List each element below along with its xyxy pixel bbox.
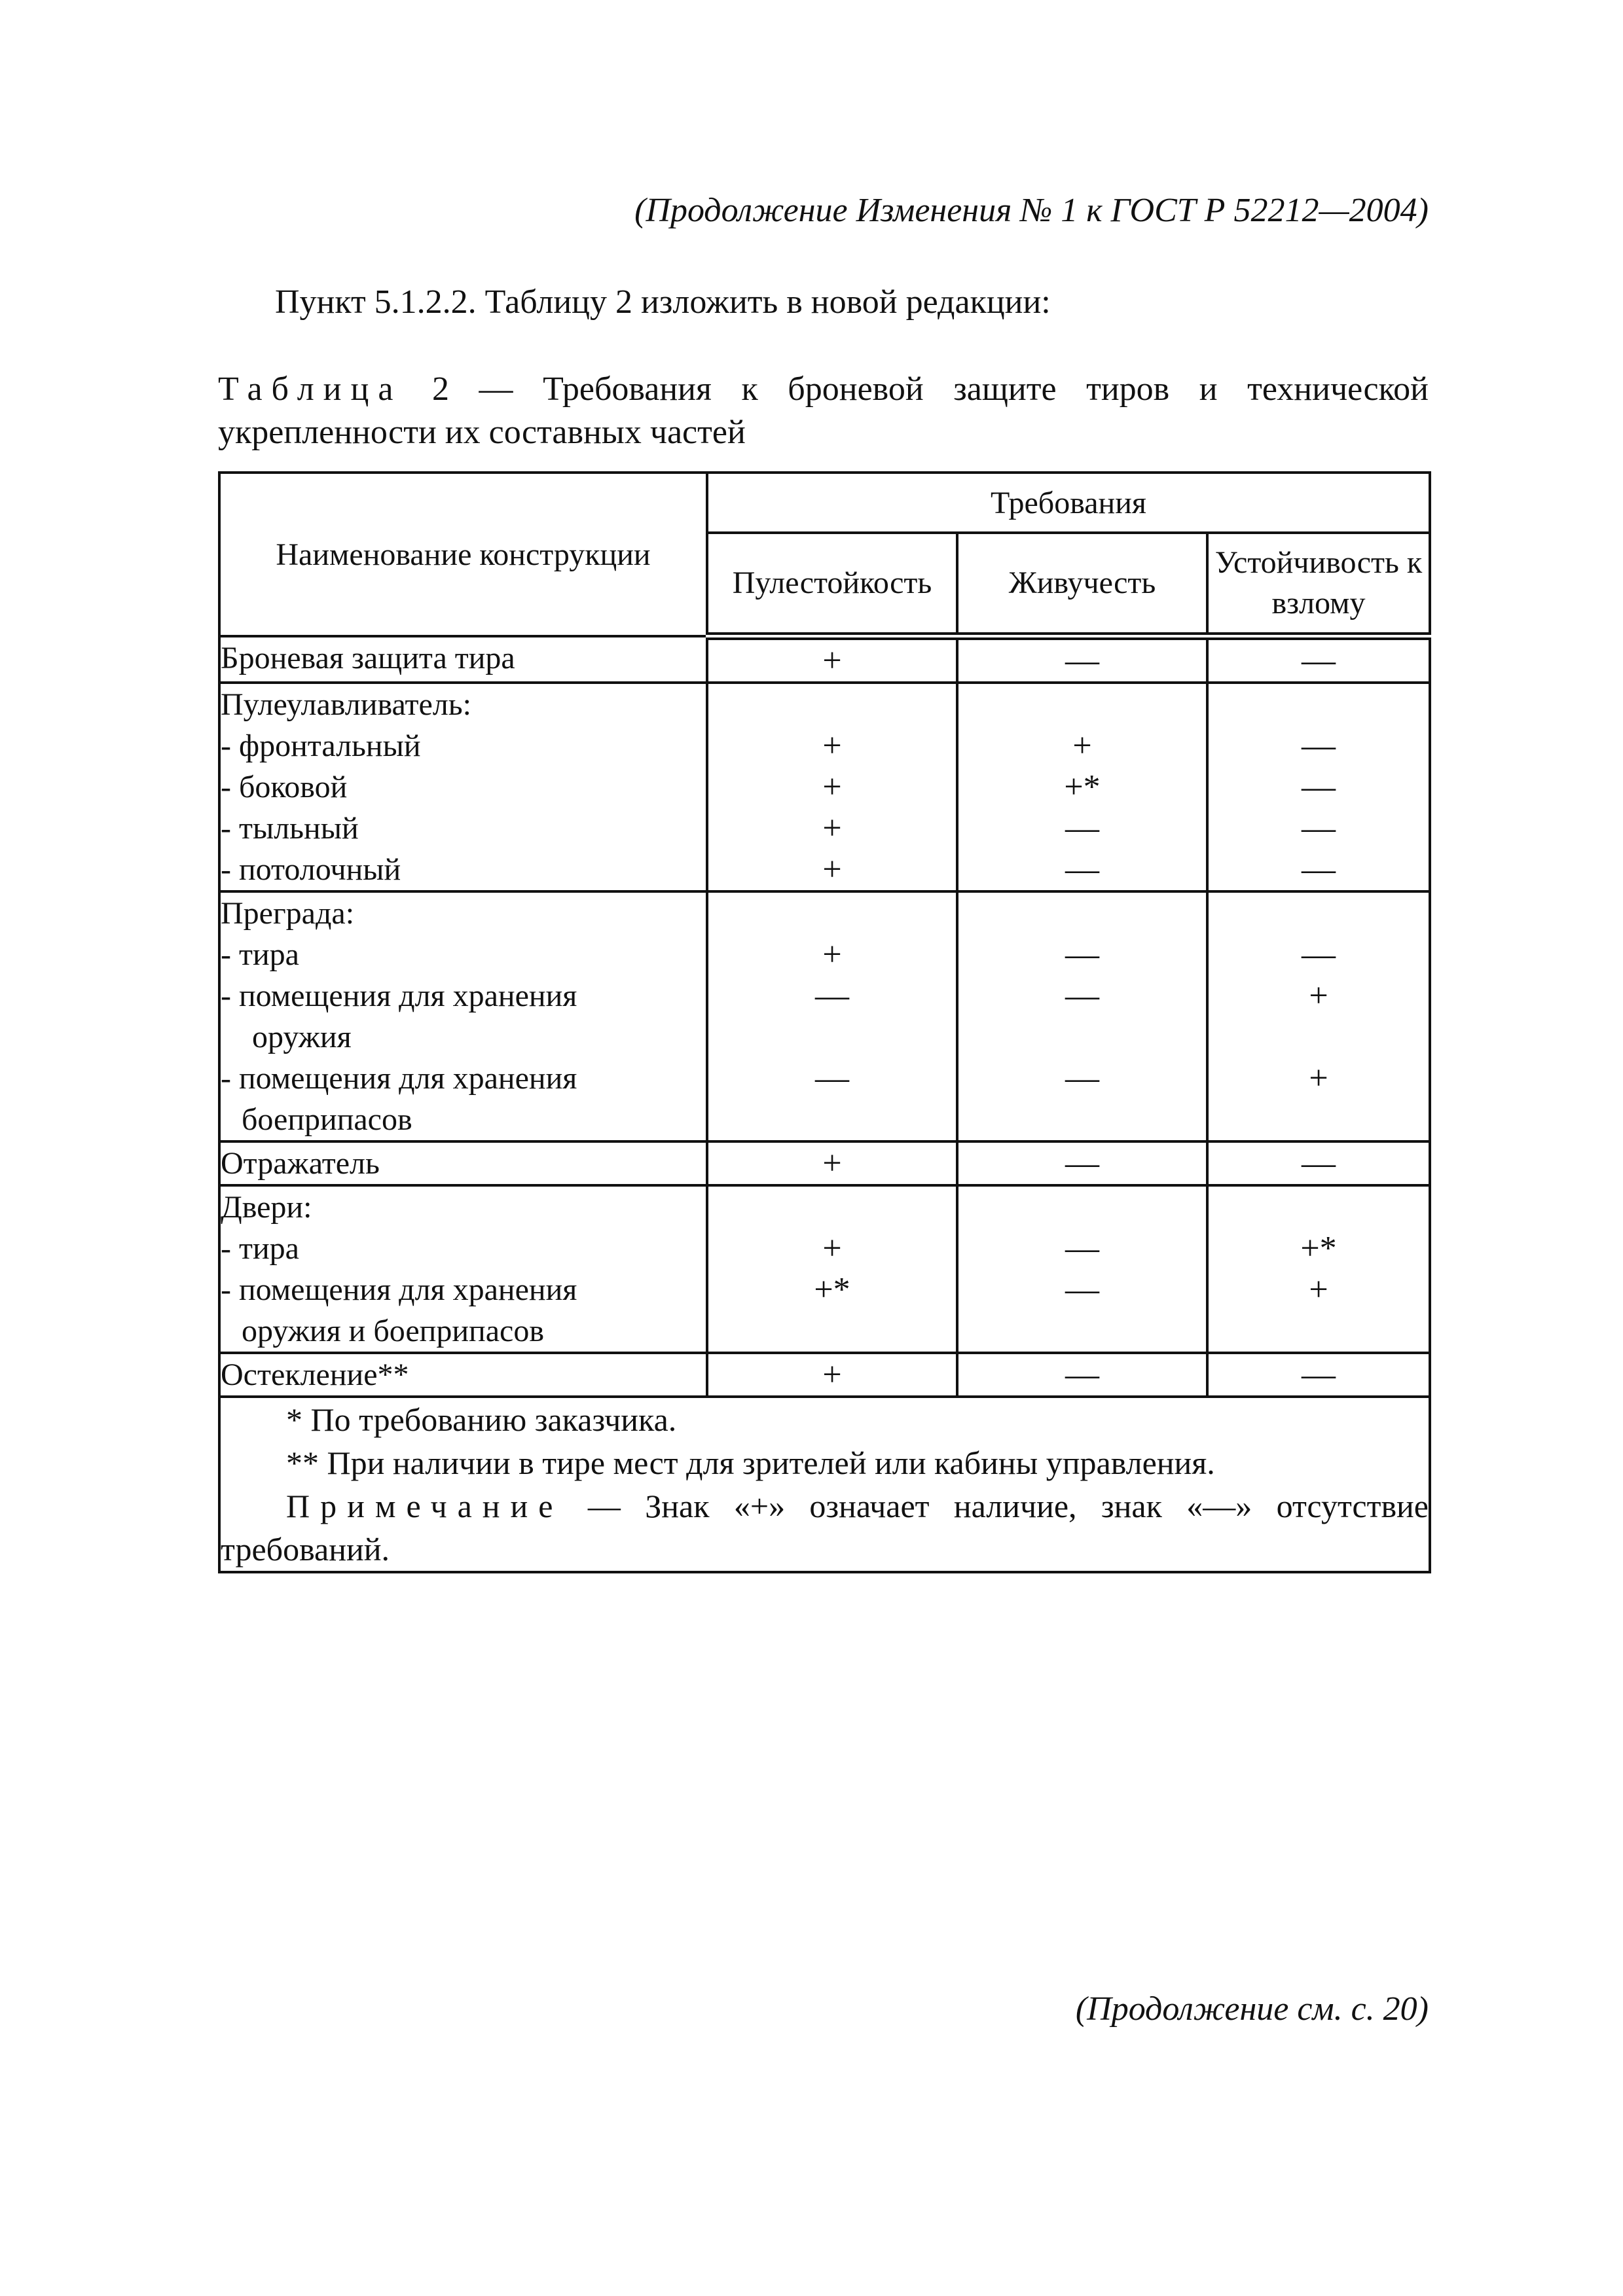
footnote-1: * По требованию заказчика. [286, 1401, 677, 1438]
requirement-mark [958, 1016, 1206, 1058]
requirement-mark: — [1065, 851, 1099, 888]
survivability-cell [957, 1141, 1207, 1185]
mark-spacer [1209, 684, 1429, 725]
burglary-resistance-cell [1207, 1141, 1430, 1185]
mark-spacer [708, 1187, 956, 1228]
requirement-mark: + [822, 810, 842, 847]
column-header-bullet-resistance: Пулестойкость [707, 533, 957, 636]
table-row [219, 891, 1430, 1141]
table-body [219, 636, 1430, 1572]
requirement-mark: + [822, 1230, 842, 1267]
row-subitem: - помещения для хранения [221, 1061, 577, 1096]
table-caption-text: 2 — Требования к броневой защите тиров и технической укрепленности их составных частей [218, 370, 1429, 451]
row-title: Остекление** [221, 1357, 409, 1392]
table-row [219, 636, 1430, 683]
row-name-cell [219, 891, 707, 1141]
row-title: Пулеулавливатель: [221, 687, 471, 722]
requirement-mark: — [1065, 1356, 1099, 1393]
survivability-cell [957, 1185, 1207, 1353]
row-subitem: боеприпасов [242, 1102, 412, 1137]
requirement-mark [958, 1310, 1206, 1352]
row-name-cell [219, 683, 707, 891]
survivability-cell [957, 636, 1207, 683]
burglary-resistance-cell [1207, 683, 1430, 891]
requirement-mark: + [1309, 977, 1328, 1014]
requirement-mark: — [1065, 1060, 1099, 1097]
column-header-burglary-resistance: Устойчивость к взлому [1207, 533, 1430, 636]
note-text: — Знак «+» означает наличие, знак «—» отсутствие требований. [221, 1488, 1429, 1568]
row-subitem: оружия [252, 1020, 352, 1054]
column-header-survivability: Живучесть [957, 533, 1207, 636]
requirement-mark: + [822, 1356, 842, 1393]
continuation-footer: (Продолжение см. с. 20) [1075, 1990, 1429, 2028]
row-title: Броневая защита тира [221, 641, 515, 675]
requirements-table [218, 471, 1431, 1573]
requirement-mark: — [1302, 936, 1336, 973]
bullet-resistance-cell [707, 1141, 957, 1185]
footnote-2: ** При наличии в тире мест для зрителей или кабины управления. [286, 1444, 1215, 1481]
row-subitem: - боковой [221, 770, 348, 804]
row-subitem: оружия и боеприпасов [242, 1314, 544, 1348]
survivability-cell [957, 683, 1207, 891]
requirement-mark: — [1302, 768, 1336, 806]
requirement-mark: — [1302, 1145, 1336, 1182]
requirement-mark [1209, 1016, 1429, 1058]
mark-spacer [958, 893, 1206, 934]
requirement-mark: — [1302, 851, 1336, 888]
row-name-cell [219, 1353, 707, 1397]
requirement-mark: + [822, 768, 842, 806]
note-label: Примечание [286, 1488, 564, 1524]
mark-spacer [1209, 1187, 1429, 1228]
requirement-mark: — [1302, 1356, 1336, 1393]
bullet-resistance-cell [707, 1353, 957, 1397]
row-subitem: - тыльный [221, 811, 359, 846]
requirement-mark: + [822, 727, 842, 764]
requirement-mark: + [1309, 1271, 1328, 1308]
requirement-mark: — [1302, 642, 1336, 679]
requirement-mark: + [822, 642, 842, 679]
row-title: Преграда: [221, 896, 355, 931]
burglary-resistance-cell [1207, 1185, 1430, 1353]
mark-spacer [1209, 893, 1429, 934]
amendment-instruction: Пункт 5.1.2.2. Таблицу 2 изложить в новой редакции: [275, 283, 1051, 321]
requirement-mark: + [1072, 727, 1092, 764]
requirement-mark: — [1065, 1145, 1099, 1182]
requirement-mark: + [822, 851, 842, 888]
requirement-mark: +* [814, 1271, 850, 1308]
survivability-cell [957, 1353, 1207, 1397]
mark-spacer [958, 684, 1206, 725]
table-row [219, 1353, 1430, 1397]
row-subitem: - помещения для хранения [221, 1272, 577, 1307]
requirement-mark [708, 1099, 956, 1140]
requirement-mark: + [822, 1145, 842, 1182]
table-caption-label: Таблица [218, 370, 403, 408]
row-subitem: - потолочный [221, 852, 401, 887]
mark-spacer [958, 1187, 1206, 1228]
requirement-mark: — [1065, 1230, 1099, 1267]
table-notes-cell [219, 1397, 1430, 1572]
row-subitem: - тира [221, 1231, 299, 1266]
row-subitem: - тира [221, 937, 299, 972]
bullet-resistance-cell [707, 636, 957, 683]
requirement-mark: — [1302, 810, 1336, 847]
survivability-cell [957, 891, 1207, 1141]
continuation-header: (Продолжение Изменения № 1 к ГОСТ Р 52212—2004) [634, 192, 1429, 229]
row-title: Отражатель [221, 1146, 380, 1181]
row-title: Двери: [221, 1190, 312, 1225]
column-header-name: Наименование конструкции [219, 473, 707, 636]
row-subitem: - фронтальный [221, 728, 421, 763]
requirement-mark: — [1065, 1271, 1099, 1308]
requirement-mark: — [1065, 810, 1099, 847]
burglary-resistance-cell [1207, 891, 1430, 1141]
burglary-resistance-cell [1207, 1353, 1430, 1397]
table-row [219, 683, 1430, 891]
row-name-cell [219, 1185, 707, 1353]
requirement-mark [958, 1099, 1206, 1140]
bullet-resistance-cell [707, 1185, 957, 1353]
requirement-mark: — [815, 977, 849, 1014]
requirement-mark: +* [1064, 768, 1101, 806]
requirement-mark: +* [1300, 1230, 1337, 1267]
bullet-resistance-cell [707, 891, 957, 1141]
bullet-resistance-cell [707, 683, 957, 891]
requirement-mark [1209, 1310, 1429, 1352]
table-row [219, 1185, 1430, 1353]
requirement-mark: — [1065, 642, 1099, 679]
requirement-mark: — [1065, 977, 1099, 1014]
requirement-mark: + [822, 936, 842, 973]
row-name-cell [219, 636, 707, 683]
mark-spacer [708, 684, 956, 725]
column-header-requirements: Требования [707, 473, 1430, 533]
requirement-mark [1209, 1099, 1429, 1140]
burglary-resistance-cell [1207, 636, 1430, 683]
mark-spacer [708, 893, 956, 934]
table-row [219, 1141, 1430, 1185]
row-subitem: - помещения для хранения [221, 978, 577, 1013]
requirement-mark: — [1065, 936, 1099, 973]
table-caption [218, 368, 1429, 454]
row-name-cell [219, 1141, 707, 1185]
requirement-mark: + [1309, 1060, 1328, 1097]
requirement-mark [708, 1310, 956, 1352]
table-note [221, 1484, 1429, 1571]
requirement-mark [708, 1016, 956, 1058]
requirement-mark: — [815, 1060, 849, 1097]
requirement-mark: — [1302, 727, 1336, 764]
